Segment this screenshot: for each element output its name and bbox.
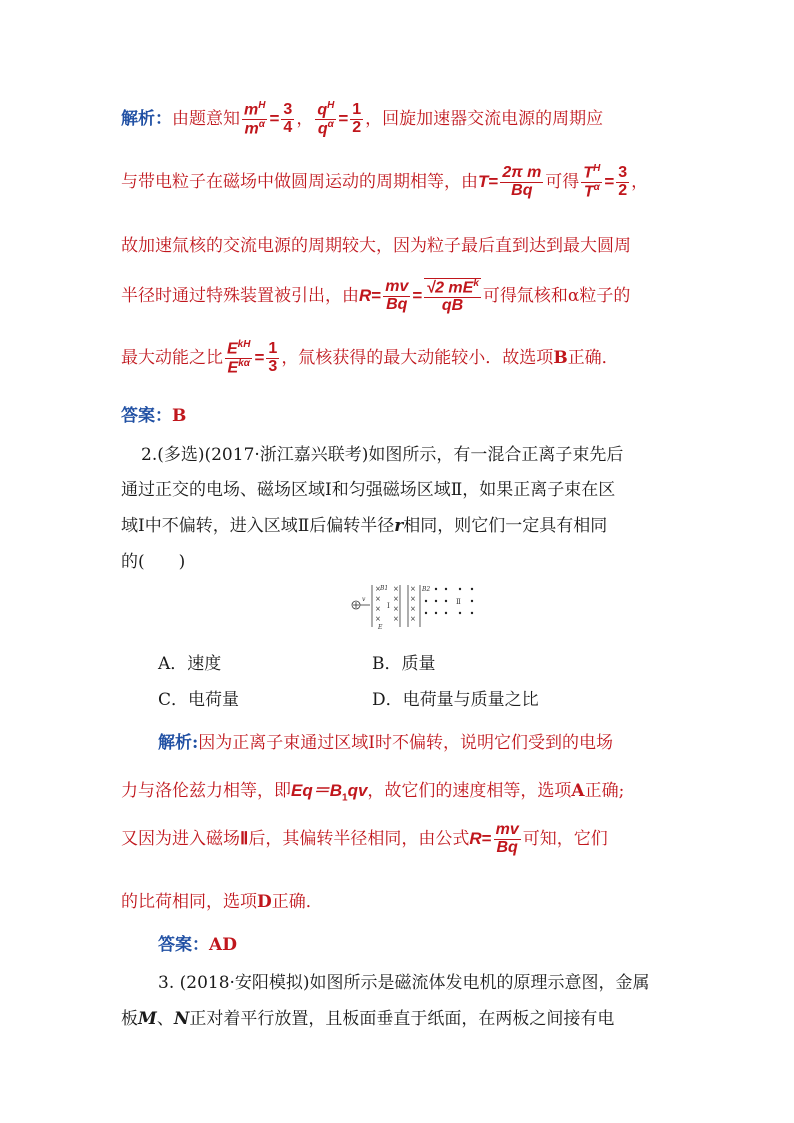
analysis-label-2: 解析 xyxy=(158,733,192,753)
answer-line-2: 答案：AD xyxy=(158,935,237,955)
answer-line-1: 答案：B xyxy=(121,406,187,426)
svg-text:×: × xyxy=(375,615,381,623)
fraction-period: $\frac{\text{2π m}}{Bq}$ xyxy=(502,164,542,200)
velocity-label: v xyxy=(362,596,366,603)
svg-text:×: × xyxy=(393,585,399,593)
choice-c[interactable]: C．电荷量 xyxy=(158,690,240,710)
fraction-1-2: $\frac{1}{2}$ xyxy=(352,101,362,137)
analysis-line-2: 与带电粒子在磁场中做圆周运动的周期相等，由T= $\frac{\text{2π m}}{Bq}$ 可得 $\frac{T^H}{T^\alpha}$ = $\frac{3}{2}$ ， xyxy=(121,163,649,201)
svg-text:×: × xyxy=(410,595,416,603)
question-2-line-2: 通过正交的电场、磁场区域Ⅰ和匀强磁场区域Ⅱ，如果正离子束在区 xyxy=(121,480,616,500)
field-region-diagram xyxy=(350,581,480,631)
svg-text:×: × xyxy=(393,605,399,613)
answer-value-2: AD xyxy=(209,935,237,955)
b2-label: B2 xyxy=(422,586,431,593)
choice-a[interactable]: A．速度 xyxy=(158,654,222,674)
e-label: E xyxy=(378,624,383,631)
fraction-3-4: $\frac{3}{4}$ xyxy=(283,101,293,137)
svg-text:×: × xyxy=(375,585,381,593)
analysis-2-line-4: 的比荷相同，选项D正确． xyxy=(121,892,323,912)
answer-label-2: 答案 xyxy=(158,935,192,955)
answer-value: B xyxy=(172,406,187,426)
analysis-line-4: 半径时通过特殊装置被引出，由R= $\frac{mv}{Bq}$ = $\frac{√2 mE^k}{qB}$ 可得氚核和α粒子的 xyxy=(121,278,631,315)
svg-text:×: × xyxy=(410,585,416,593)
analysis-label: 解析 xyxy=(121,109,155,130)
region-2-label: Ⅱ xyxy=(456,598,461,606)
question-3-line-2: 板M、N正对着平行放置，且板面垂直于纸面，在两板之间接有电 xyxy=(121,1009,615,1029)
analysis-2-line-1: 解析:因为正离子束通过区域Ⅰ时不偏转，说明它们受到的电场 xyxy=(158,733,613,753)
analysis-2-line-2: 力与洛伦兹力相等，即$Eq=B_1qv$，故它们的速度相等，选项A正确; xyxy=(121,781,625,804)
choice-d[interactable]: D．电荷量与质量之比 xyxy=(372,690,539,710)
region-1-label: Ⅰ xyxy=(387,602,390,610)
analysis-line-1: 解析：由题意知 $\frac{m^H}{m^\alpha}$ = $\frac{3}{4}$ ， $\frac{q^H}{q^\alpha}$ = $\frac{1}{2}$ ，回旋加速器交流电源的周期应 xyxy=(121,100,604,138)
svg-text:×: × xyxy=(410,605,416,613)
analysis-line-3: 故加速氚核的交流电源的周期较大，因为粒子最后直到达到最大圆周 xyxy=(121,236,631,256)
svg-text:×: × xyxy=(410,615,416,623)
fraction-period-ratio: $\frac{T^H}{T^\alpha}$ xyxy=(583,163,601,201)
fraction-energy-ratio: $\frac{E^{kH}}{E^{k\alpha}}$ xyxy=(227,339,251,377)
svg-text:×: × xyxy=(375,595,381,603)
fraction-radius-2: $\frac{mv}{Bq}$ xyxy=(495,821,519,856)
question-2-line-1: 2.(多选)(2017·浙江嘉兴联考)如图所示，有一混合正离子束先后 xyxy=(141,445,624,465)
choice-b[interactable]: B．质量 xyxy=(372,654,436,674)
svg-text:×: × xyxy=(375,605,381,613)
question-2-line-3: 域Ⅰ中不偏转，进入区域Ⅱ后偏转半径r相同，则它们一定具有相同 xyxy=(121,516,608,536)
svg-text:×: × xyxy=(393,615,399,623)
fraction-3-2: $\frac{3}{2}$ xyxy=(618,164,628,200)
answer-label: 答案 xyxy=(121,406,155,426)
fraction-radius-energy: $\frac{√2 mE^k}{qB}$ xyxy=(426,278,479,315)
analysis-2-line-3: 又因为进入磁场Ⅱ后，其偏转半径相同，由公式R= $\frac{mv}{Bq}$ 可知，它们 xyxy=(121,821,608,856)
question-2-line-4: 的( ) xyxy=(121,552,186,572)
question-3-line-1: 3. (2018·安阳模拟)如图所示是磁流体发电机的原理示意图，金属 xyxy=(158,973,650,993)
fraction-mass-ratio: $\frac{m^H}{m^\alpha}$ xyxy=(244,100,266,138)
fraction-charge-ratio: $\frac{q^H}{q^\alpha}$ xyxy=(317,100,335,138)
fraction-1-3: $\frac{1}{3}$ xyxy=(268,340,278,376)
fraction-radius: $\frac{mv}{Bq}$ xyxy=(385,278,409,313)
b1-label: B1 xyxy=(380,585,389,592)
analysis-line-5: 最大动能之比 $\frac{E^{kH}}{E^{k\alpha}}$ = $\frac{1}{3}$ ，氚核获得的最大动能较小．故选项B正确． xyxy=(121,339,619,377)
text: 由题意知 xyxy=(172,109,240,130)
svg-text:×: × xyxy=(393,595,399,603)
